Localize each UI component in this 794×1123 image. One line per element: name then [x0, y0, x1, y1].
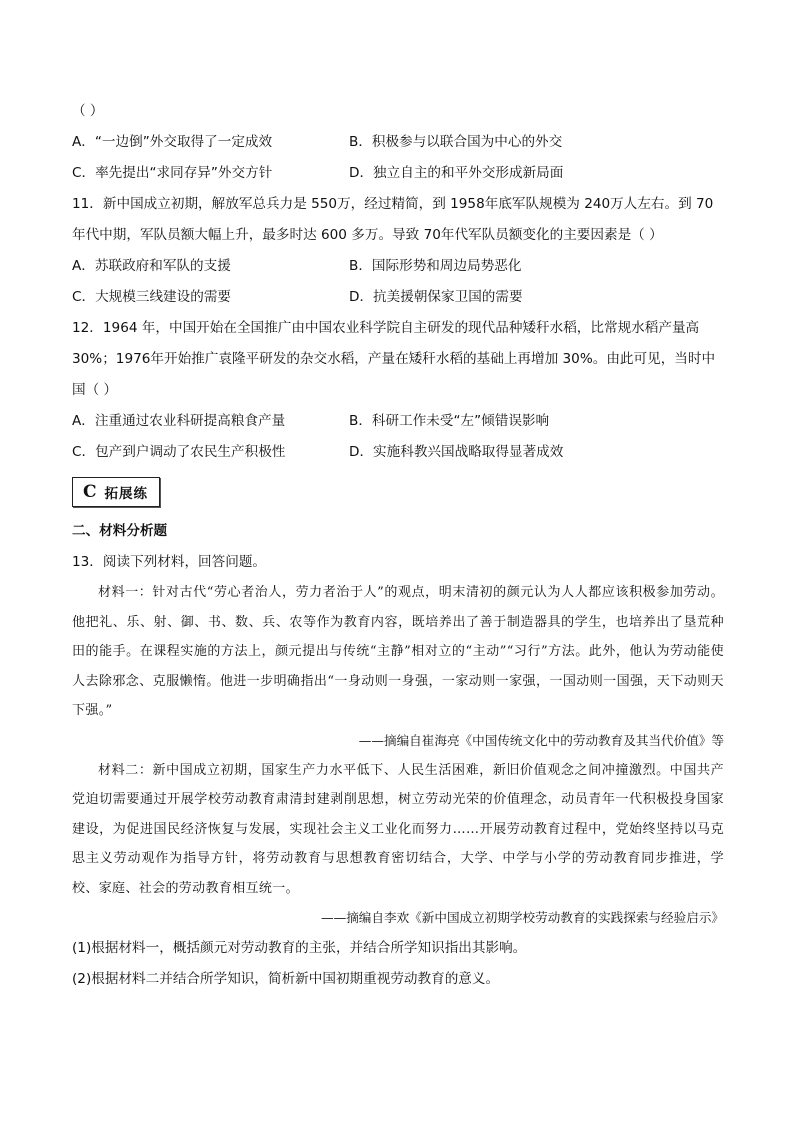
q12-options-row-2	[72, 437, 724, 468]
q12-option-b: B．科研工作未受“左”倾错误影响	[349, 413, 550, 429]
q13-material-1: 材料一：针对古代“劳心者治人，劳力者治于人”的观点，明末清初的颜元认为人人都应该积极参加劳动。他把礼、乐、射、御、书、数、兵、农等作为教育内容，既培养出了善于制造器具的学生，也培养出了垦荒种田的能手。在课程实施的方法上，颜元提出与传统“主静”相对立的“主动”“习行”方法。此外，他认为劳动能使人去除邪念、克服懒惰。他进一步明确指出“一身动则一身强，一家动则一家强，一国动则一国强，天下动则天下强。”	[72, 585, 724, 718]
q13-subquestion-2: (2)根据材料二并结合所学知识，简析新中国初期重视劳动教育的意义。	[72, 971, 500, 987]
q13-material-2: 材料二：新中国成立初期，国家生产力水平低下、人民生活困难，新旧价值观念之间冲撞激烈。中国共产党迫切需要通过开展学校劳动教育肃清封建剥削思想，树立劳动光荣的价值理念，动员青年一代积极投身国家建设，为促进国民经济恢复与发展，实现社会主义工业化而努力……开展劳动教育过程中，党始终坚持以马克思主义劳动观作为指导方针，将劳动教育与思想教育密切结合，大学、中学与小学的劳动教育同步推进，学校、家庭、社会的劳动教育相互统一。	[72, 762, 724, 896]
q11-option-c: C．大规模三线建设的需要	[72, 289, 232, 305]
q12-option-a: A．注重通过农业科研提高粮食产量	[72, 413, 286, 429]
q11-option-a: A．苏联政府和军队的支援	[72, 258, 231, 274]
q10-option-b: B．积极参与以联合国为中心的外交	[349, 134, 563, 150]
q12-option-c: C．包产到户调动了农民生产积极性	[72, 444, 286, 460]
badge-letter: C	[83, 482, 97, 502]
q10-option-d: D．独立自主的和平外交形成新局面	[349, 165, 564, 181]
q13-subquestion-1: (1)根据材料一，概括颜元对劳动教育的主张，并结合所学知识指出其影响。	[72, 940, 527, 956]
q11-options-row-2	[72, 282, 724, 313]
badge-wrap	[72, 468, 724, 516]
q13-source-1: ——摘编自崔海亮《中国传统文化中的劳动教育及其当代价值》等	[358, 732, 724, 748]
q12-stem-line-2: 30%；1976年开始推广袁隆平研发的杂交水稻，产量在矮秆水稻的基础上再增加 30%。由此可见，当时中	[72, 351, 716, 367]
q11-option-d: D．抗美援朝保家卫国的需要	[349, 289, 523, 305]
badge-text: 拓展练	[104, 486, 149, 502]
q12-stem-line-1: 12．1964 年，中国开始在全国推广由中国农业科学院自主研发的现代品种矮秆水稻，比常规水稻产量高	[72, 320, 700, 336]
q12-stem-line-3: 国（ ）	[72, 382, 118, 398]
q13-stem: 13．阅读下列材料，回答问题。	[72, 554, 267, 570]
q11-option-b: B．国际形势和周边局势恶化	[349, 258, 522, 274]
q12-option-d: D．实施科教兴国战略取得显著成效	[349, 444, 564, 460]
q10-paren: （ ）	[72, 103, 104, 119]
q13-source-2: ——摘编自李欢《新中国成立初期学校劳动教育的实践探索与经验启示》	[321, 910, 724, 925]
q10-option-a: A．“一边倒”外交取得了一定成效	[72, 134, 273, 150]
q10-option-c: C．率先提出“求同存异”外交方针	[72, 165, 273, 181]
q11-stem-line-2: 年代中期，军队员额大幅上升，最多时达 600 多万。导致 70年代军队员额变化的主要因素是（ ）	[72, 227, 663, 243]
q10-options-row-2	[72, 158, 724, 189]
section-title: 二、材料分析题	[72, 523, 168, 539]
q10-options-row-1	[72, 127, 724, 158]
document-page	[72, 96, 724, 995]
q12-options-row-1	[72, 406, 724, 437]
extension-practice-badge	[72, 477, 160, 507]
q11-options-row-1	[72, 251, 724, 282]
q11-stem-line-1: 11．新中国成立初期，解放军总兵力是 550万，经过精简，到 1958年底军队规模为 240万人左右。到 70	[72, 196, 714, 212]
